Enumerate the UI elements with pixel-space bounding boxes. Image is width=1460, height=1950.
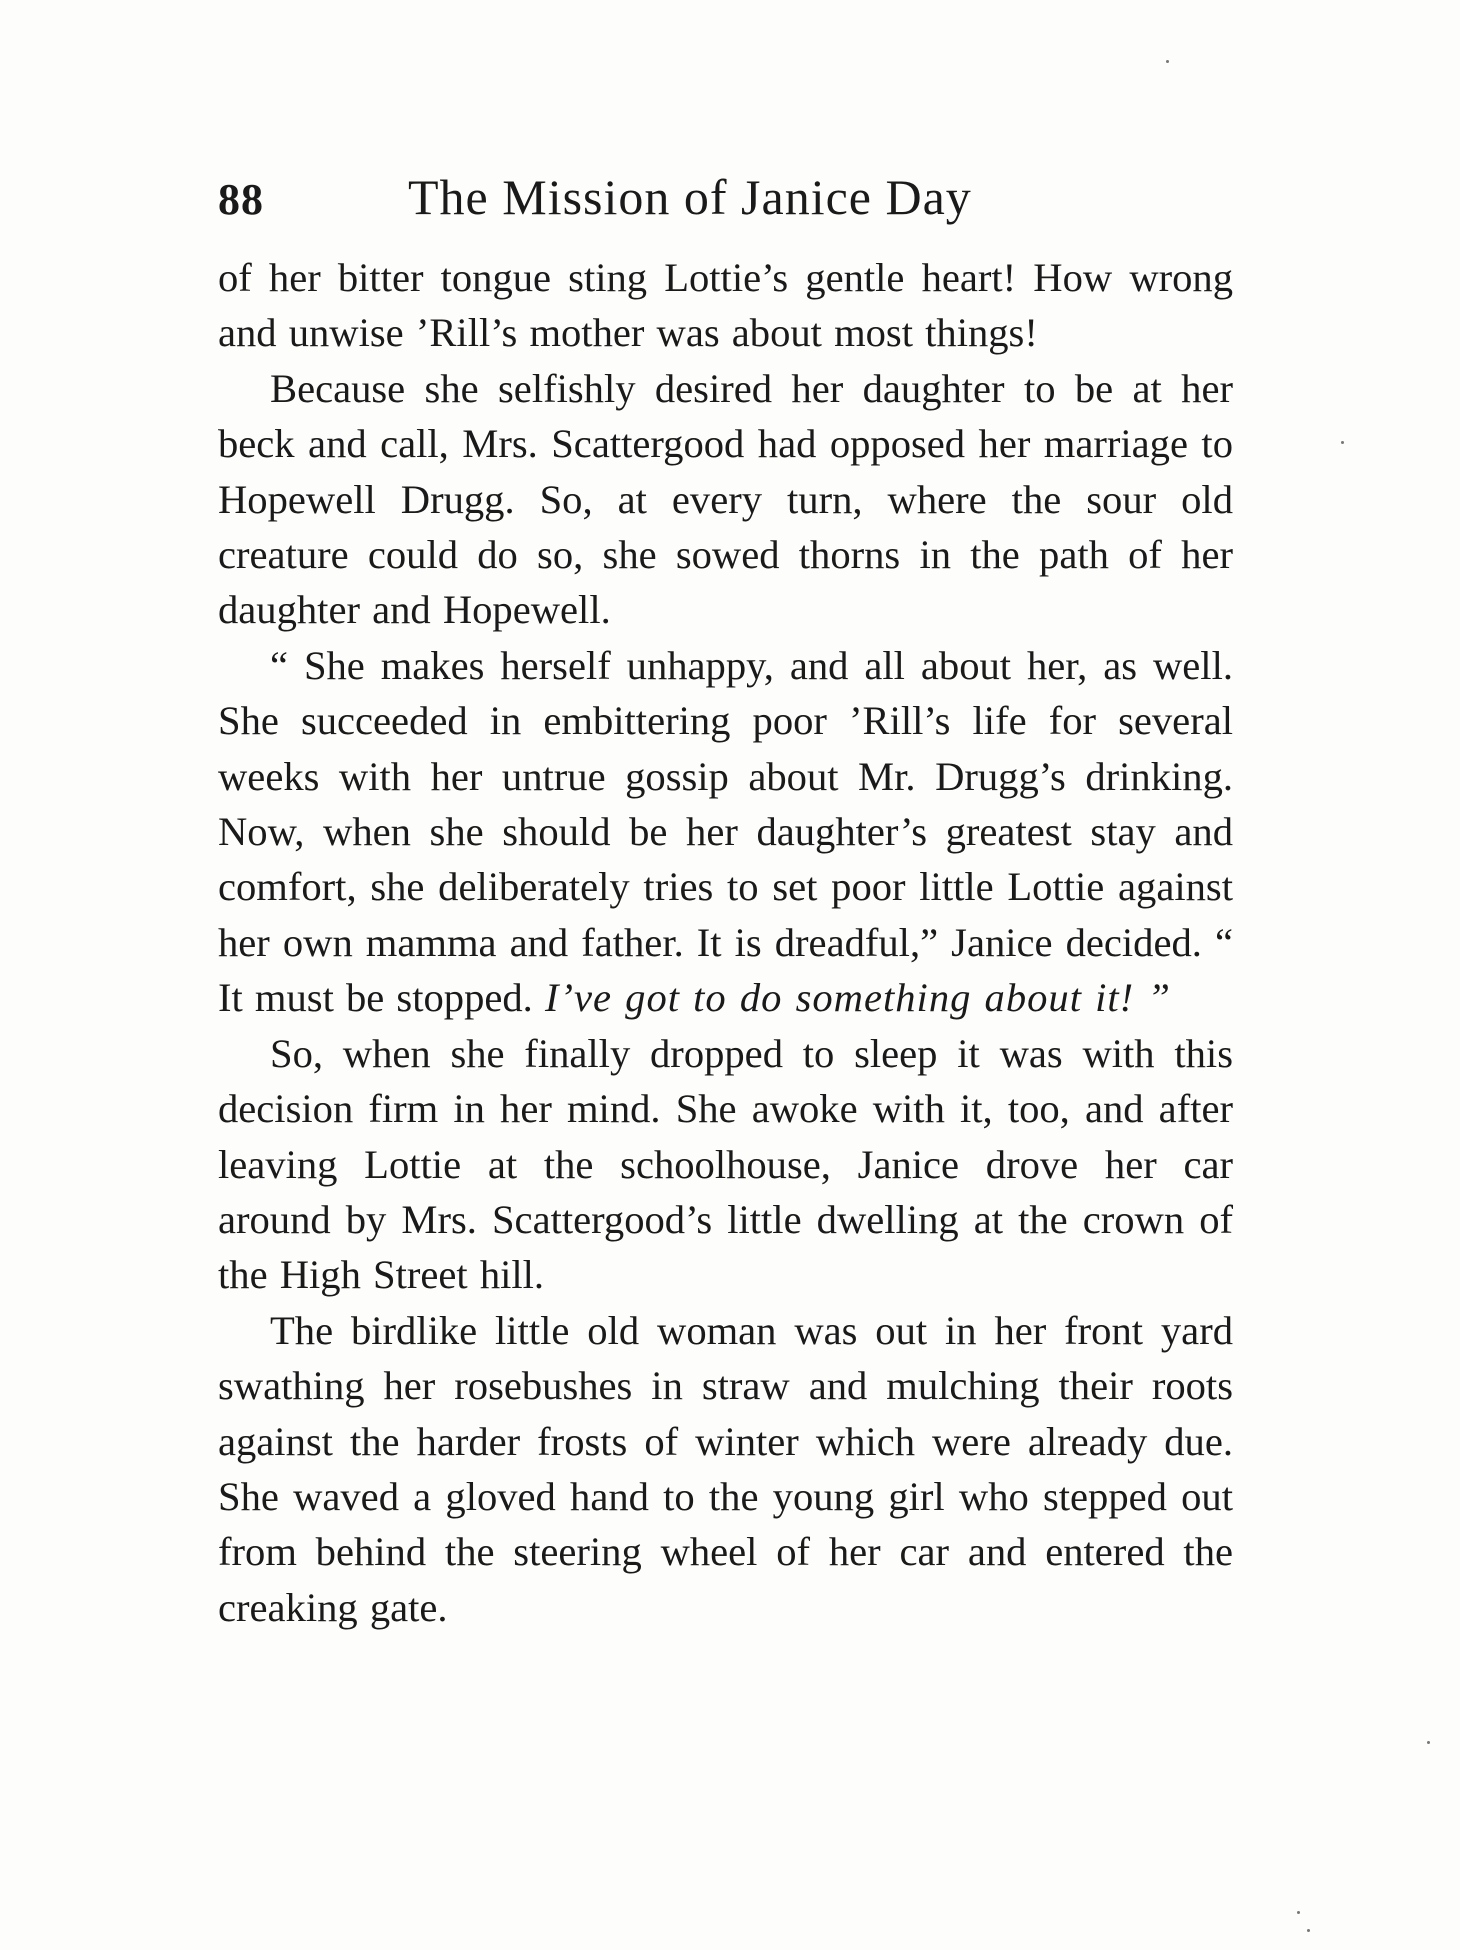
scan-speck <box>1297 1911 1300 1914</box>
scan-speck <box>1166 60 1169 63</box>
body-text <box>218 250 1233 1635</box>
paragraph-3-text: “ She makes herself unhappy, and all about her, as well. She succeeded in embittering poor ’Rill’s life for several weeks with her untrue gossip about Mr. Drugg’s drinking. Now, when she should be her daughter’s greatest stay and comfort, she deliberately tries to set poor little Lottie against her own mamma and father. It is dreadful,” Janice decided. “ It must be stopped. <box>218 642 1233 1021</box>
paragraph-1: of her bitter tongue sting Lottie’s gentle heart! How wrong and unwise ’Rill’s mother was about most things! <box>218 255 1233 356</box>
paragraph-3 <box>218 638 1233 1026</box>
page-number: 88 <box>218 175 264 224</box>
scan-speck <box>1341 441 1344 444</box>
running-title: The Mission of Janice Day <box>408 169 972 225</box>
page-header <box>218 168 1238 238</box>
scan-speck <box>1307 1929 1310 1932</box>
paragraph-3-italic-quote: I’ve got to do something about it! ” <box>544 975 1171 1021</box>
paragraph-5: The birdlike little old woman was out in her front yard swathing her rosebushes in straw and mulching their roots against the harder frosts of winter which were already due. She waved a gloved hand to the young girl who stepped out from behind the steering wheel of her car and entered the creaking gate. <box>218 1307 1233 1630</box>
scan-speck <box>1427 1741 1430 1744</box>
paragraph-2: Because she selfishly desired her daughter to be at her beck and call, Mrs. Scattergood had opposed her marriage to Hopewell Drugg. So, at every turn, where the sour old creature could do so, she sowed thorns in the path of her daughter and Hopewell. <box>218 365 1233 633</box>
paragraph-4: So, when she finally dropped to sleep it was with this decision firm in her mind. She awoke with it, too, and after leaving Lottie at the schoolhouse, Janice drove her car around by Mrs. Scattergood’s little dwelling at the crown of the High Street hill. <box>218 1030 1233 1298</box>
